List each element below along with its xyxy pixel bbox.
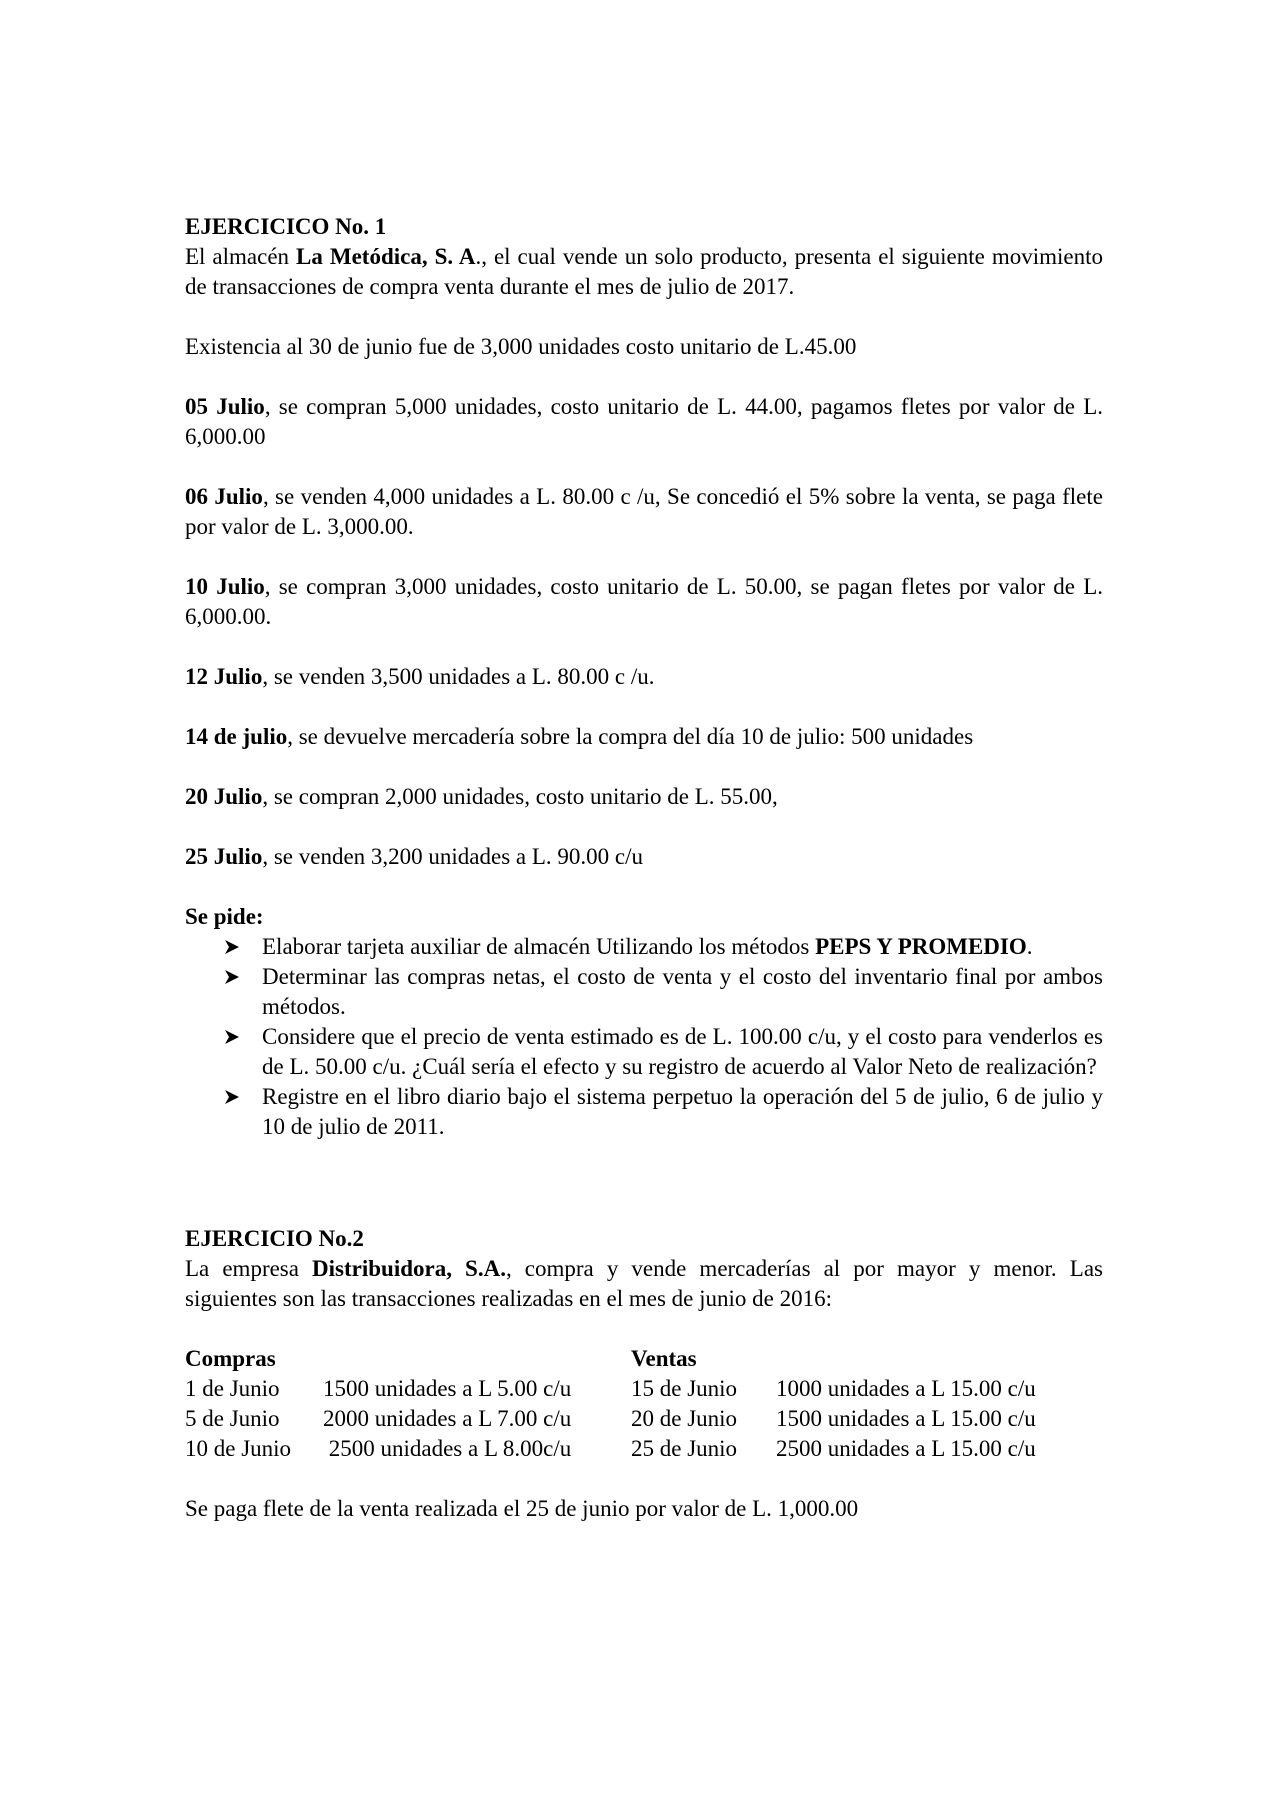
compras-header: Compras [185,1346,276,1371]
transaction-item: 25 Julio, se venden 3,200 unidades a L. 90.00 c/u [185,844,644,869]
arrow-bullet-icon [224,1022,244,1045]
list-item: Registre en el libro diario bajo el sistema perpetuo la operación del 5 de julio, 6 de julio y 10 de julio de 2011. [185,1082,1103,1142]
purchase-date: 1 de Junio [185,1376,280,1401]
se-pide-heading: Se pide: [185,904,264,929]
arrow-bullet-icon [224,962,244,985]
transaction-item: 20 Julio, se compran 2,000 unidades, costo unitario de L. 55.00, [185,784,778,809]
existencia-line: Existencia al 30 de junio fue de 3,000 unidades costo unitario de L.45.00 [185,334,857,359]
transaction-item: 10 Julio, se compran 3,000 unidades, costo unitario de L. 50.00, se pagan fletes por valor de L. 6,000.00. [185,574,1103,629]
exercise-2-title: EJERCICIO No.2 [185,1226,364,1251]
table-row [185,1404,1036,1434]
table-row [185,1434,1036,1464]
document-page [185,212,1103,1524]
ventas-header: Ventas [631,1346,697,1371]
arrow-bullet-icon [224,932,244,955]
transactions-table [185,1344,1036,1464]
sale-detail: 1000 unidades a L 15.00 c/u [776,1376,1036,1401]
transaction-item: 14 de julio, se devuelve mercadería sobre la compra del día 10 de julio: 500 unidades [185,724,974,749]
purchase-date: 5 de Junio [185,1406,280,1431]
exercise-1-title: EJERCICICO No. 1 [185,214,387,239]
exercise-2-intro: La empresa Distribuidora, S.A., compra y vende mercaderías al por mayor y menor. Las siguientes son las transacciones realizadas en el mes de junio de 2016: [185,1256,1103,1311]
purchase-date: 10 de Junio [185,1436,292,1461]
purchase-detail: 2500 unidades a L 8.00c/u [323,1436,572,1461]
sale-date: 15 de Junio [631,1376,738,1401]
list-item: Determinar las compras netas, el costo de venta y el costo del inventario final por ambos métodos. [185,962,1103,1022]
sale-detail: 1500 unidades a L 15.00 c/u [776,1406,1036,1431]
flete-line: Se paga flete de la venta realizada el 25 de junio por valor de L. 1,000.00 [185,1496,859,1521]
sale-date: 20 de Junio [631,1406,738,1431]
requirements-list [185,932,1103,1142]
arrow-bullet-icon [224,1082,244,1105]
table-row [185,1374,1036,1404]
sale-date: 25 de Junio [631,1436,738,1461]
purchase-detail: 1500 unidades a L 5.00 c/u [323,1376,572,1401]
purchase-detail: 2000 unidades a L 7.00 c/u [323,1406,572,1431]
transaction-item: 05 Julio, se compran 5,000 unidades, costo unitario de L. 44.00, pagamos fletes por valor de L. 6,000.00 [185,394,1104,449]
transaction-item: 06 Julio, se venden 4,000 unidades a L. 80.00 c /u, Se concedió el 5% sobre la venta, se paga flete por valor de L. 3,000.00. [185,484,1103,539]
list-item: Elaborar tarjeta auxiliar de almacén Utilizando los métodos PEPS Y PROMEDIO. [185,932,1103,962]
exercise-1-intro: El almacén La Metódica, S. A., el cual vende un solo producto, presenta el siguiente movimiento de transacciones de compra venta durante el mes de julio de 2017. [185,244,1103,299]
table-header-row [185,1344,1036,1374]
list-item: Considere que el precio de venta estimado es de L. 100.00 c/u, y el costo para venderlos es de L. 50.00 c/u. ¿Cuál sería el efecto y su registro de acuerdo al Valor Neto de realización? [185,1022,1103,1082]
sale-detail: 2500 unidades a L 15.00 c/u [776,1436,1036,1461]
transaction-item: 12 Julio, se venden 3,500 unidades a L. 80.00 c /u. [185,664,655,689]
